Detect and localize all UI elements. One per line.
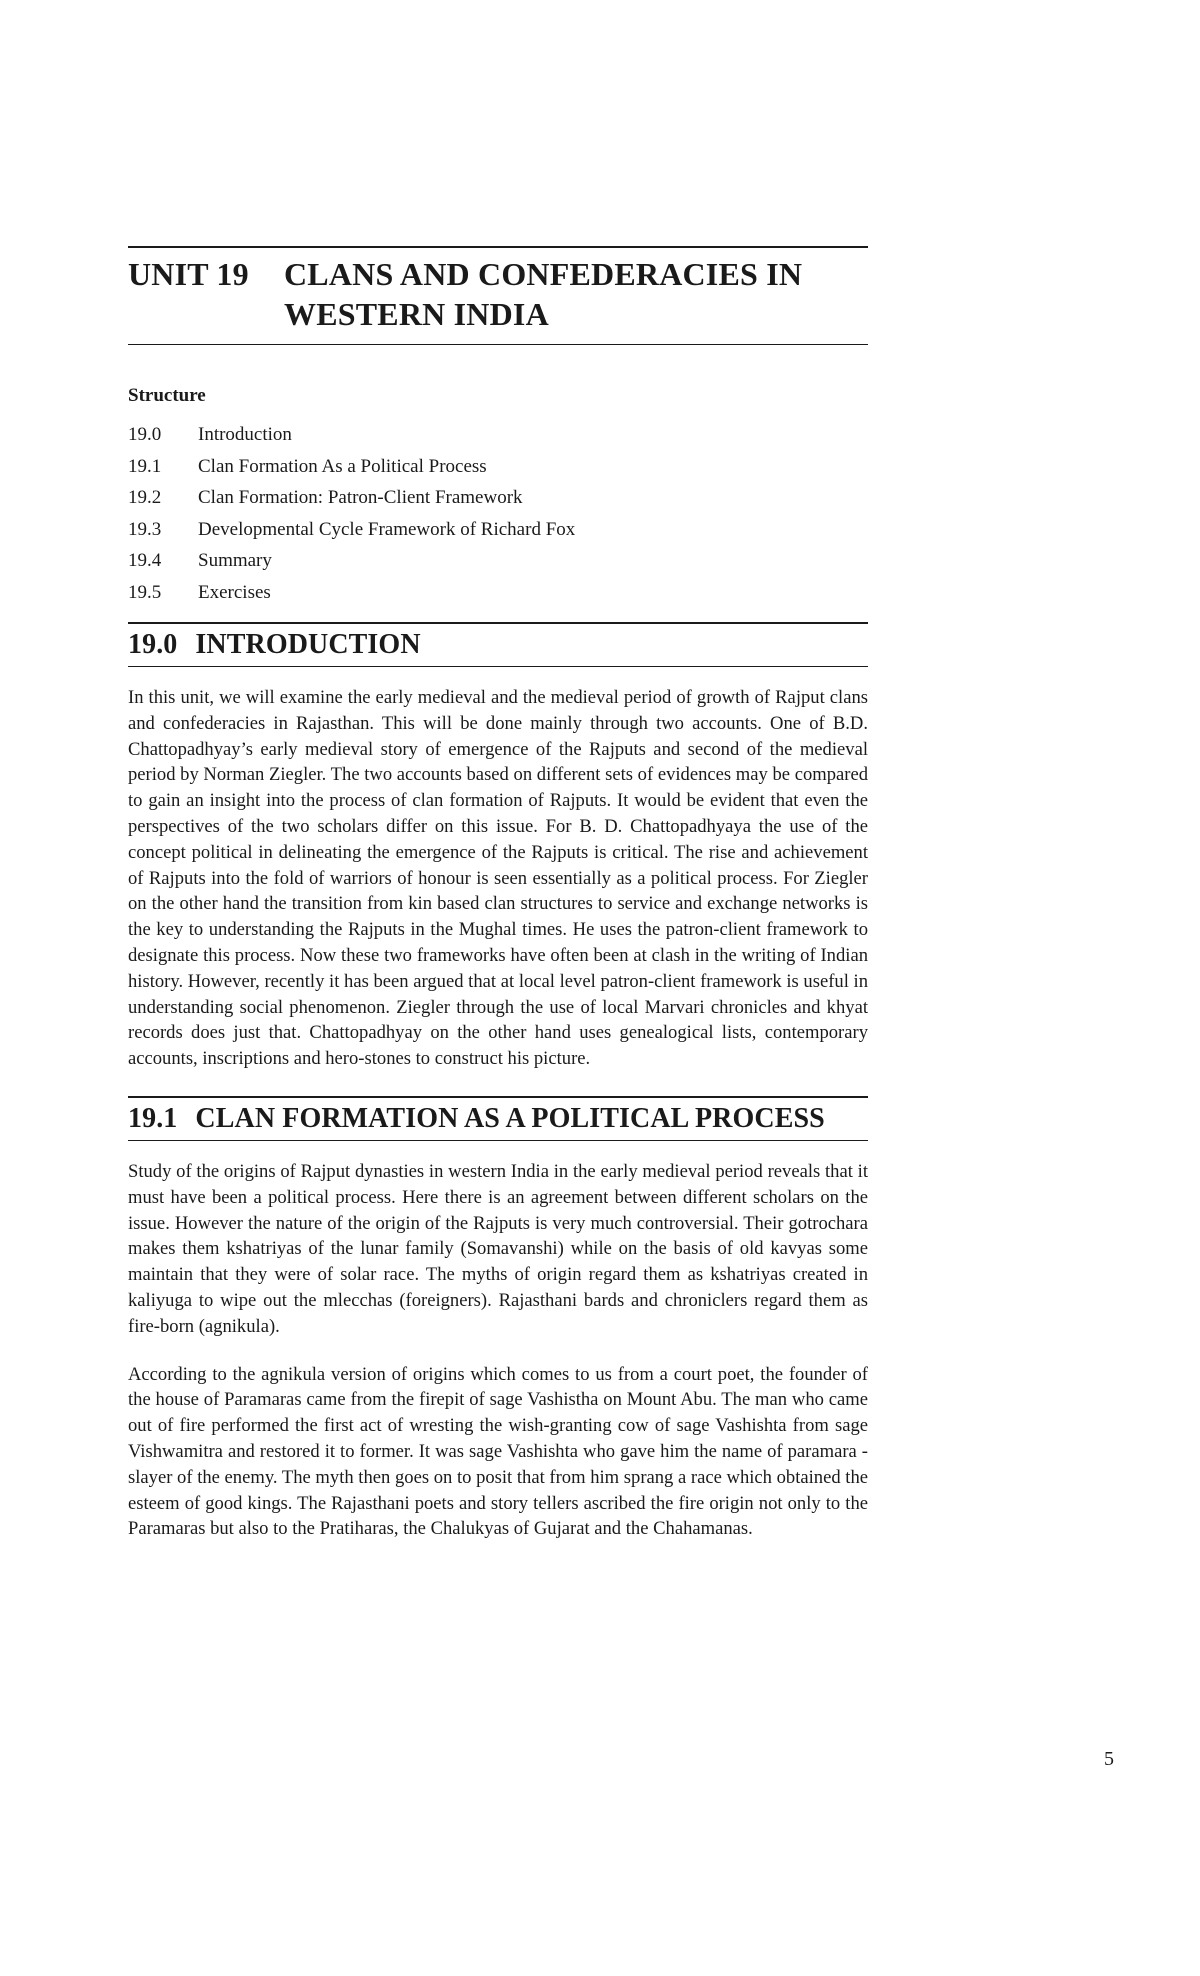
unit-number: UNIT 19 xyxy=(128,256,249,292)
section-clan-formation xyxy=(128,1096,868,1542)
toc-item-label: Clan Formation As a Political Process xyxy=(198,455,487,477)
paragraph: Study of the origins of Rajput dynasties in western India in the early medieval period reveals that it must have been a political process. Here there is an agreement between different scholars on the issue. However the nature of the origin of the Rajputs is very much controversial. Their gotrochara makes them kshatriyas of the lunar family (Somavanshi) while on the basis of old kavyas some maintain that they were of solar race. The myths of origin regard them as kshatriyas created in kaliyuga to wipe out the mlecchas (foreigners). Rajasthani bards and chroniclers regard them as fire-born (agnikula). xyxy=(128,1160,868,1337)
section-bottom-rule xyxy=(128,666,868,667)
unit-title-line-2: WESTERN INDIA xyxy=(284,296,549,332)
toc-item-number: 19.4 xyxy=(128,550,162,571)
paragraph: According to the agnikula version of origins which comes to us from a court poet, the founder of the house of Paramaras came from the firepit of sage Vashistha on Mount Abu. The man who came out of fire performed the first act of wresting the wish-granting cow of sage Vashishta from sage Vishwamitra and restored it to former. It was sage Vashishta who gave him the name of paramara - slayer of the enemy. The myth then goes on to posit that from him sprang a race which obtained the esteem of good kings. The Rajasthani poets and story tellers ascribed the fire origin not only to the Paramaras but also to the Pratiharas, the Chalukyas of Gujarat and the Chahamanas. xyxy=(128,1363,868,1540)
toc-item xyxy=(128,482,868,514)
toc-item-label: Introduction xyxy=(198,424,292,445)
section-number: 19.1 xyxy=(128,1102,178,1134)
section-number: 19.0 xyxy=(128,629,178,660)
toc-item xyxy=(128,419,868,451)
toc-item-number: 19.0 xyxy=(128,424,162,445)
toc-item-label: Summary xyxy=(198,550,272,571)
toc-item xyxy=(128,577,868,609)
page-number: 5 xyxy=(1104,1748,1114,1770)
structure-list xyxy=(128,419,868,608)
section-introduction xyxy=(128,622,868,1072)
toc-item xyxy=(128,451,868,483)
toc-item-number: 19.5 xyxy=(128,581,162,603)
toc-item xyxy=(128,514,868,546)
unit-title xyxy=(128,248,868,344)
toc-item-label: Clan Formation: Patron-Client Framework xyxy=(198,487,523,508)
toc-item-number: 19.2 xyxy=(128,487,162,508)
unit-title-line-1: CLANS AND CONFEDERACIES IN xyxy=(284,256,803,292)
section-heading xyxy=(128,624,868,666)
section-title: INTRODUCTION xyxy=(195,629,421,660)
toc-item-number: 19.3 xyxy=(128,518,162,540)
section-heading xyxy=(128,1098,868,1140)
toc-item-number: 19.1 xyxy=(128,455,162,477)
toc-item-label: Exercises xyxy=(198,581,271,603)
section-bottom-rule xyxy=(128,1140,868,1141)
unit-title-text xyxy=(284,254,868,334)
toc-item xyxy=(128,545,868,577)
toc-item-label: Developmental Cycle Framework of Richard Fox xyxy=(198,518,576,540)
title-bottom-rule xyxy=(128,344,868,345)
structure-heading: Structure xyxy=(128,385,206,406)
document-page xyxy=(128,246,868,1542)
paragraph: In this unit, we will examine the early medieval and the medieval period of growth of Rajput clans and confederacies in Rajasthan. This will be done mainly through two accounts. One of B.D. Chattopadhyay’s early medieval story of emergence of the Rajputs and second of the medieval period by Norman Ziegler. The two accounts based on different sets of evidences may be compared to gain an insight into the process of clan formation of Rajputs. It would be evident that even the perspectives of the two scholars differ on this issue. For B. D. Chattopadhyaya the use of the concept political in delineating the emergence of the Rajputs is critical. The rise and achievement of Rajputs into the fold of warriors of honour is seen essentially as a political process. For Ziegler on the other hand the transition from kin based clan structures to service and exchange networks is the key to understanding the Rajputs in the Mughal times. He uses the patron-client framework to designate this process. Now these two frameworks have often been at clash in the writing of Indian history. However, recently it has been argued that at local level patron-client framework is useful in understanding social phenomenon. Ziegler through the use of local Marvari chronicles and khyat records does just that. Chattopadhyay on the other hand uses genealogical lists, contemporary accounts, inscriptions and hero-stones to construct his picture. xyxy=(128,687,868,1070)
section-title: CLAN FORMATION AS A POLITICAL PROCESS xyxy=(195,1102,825,1134)
